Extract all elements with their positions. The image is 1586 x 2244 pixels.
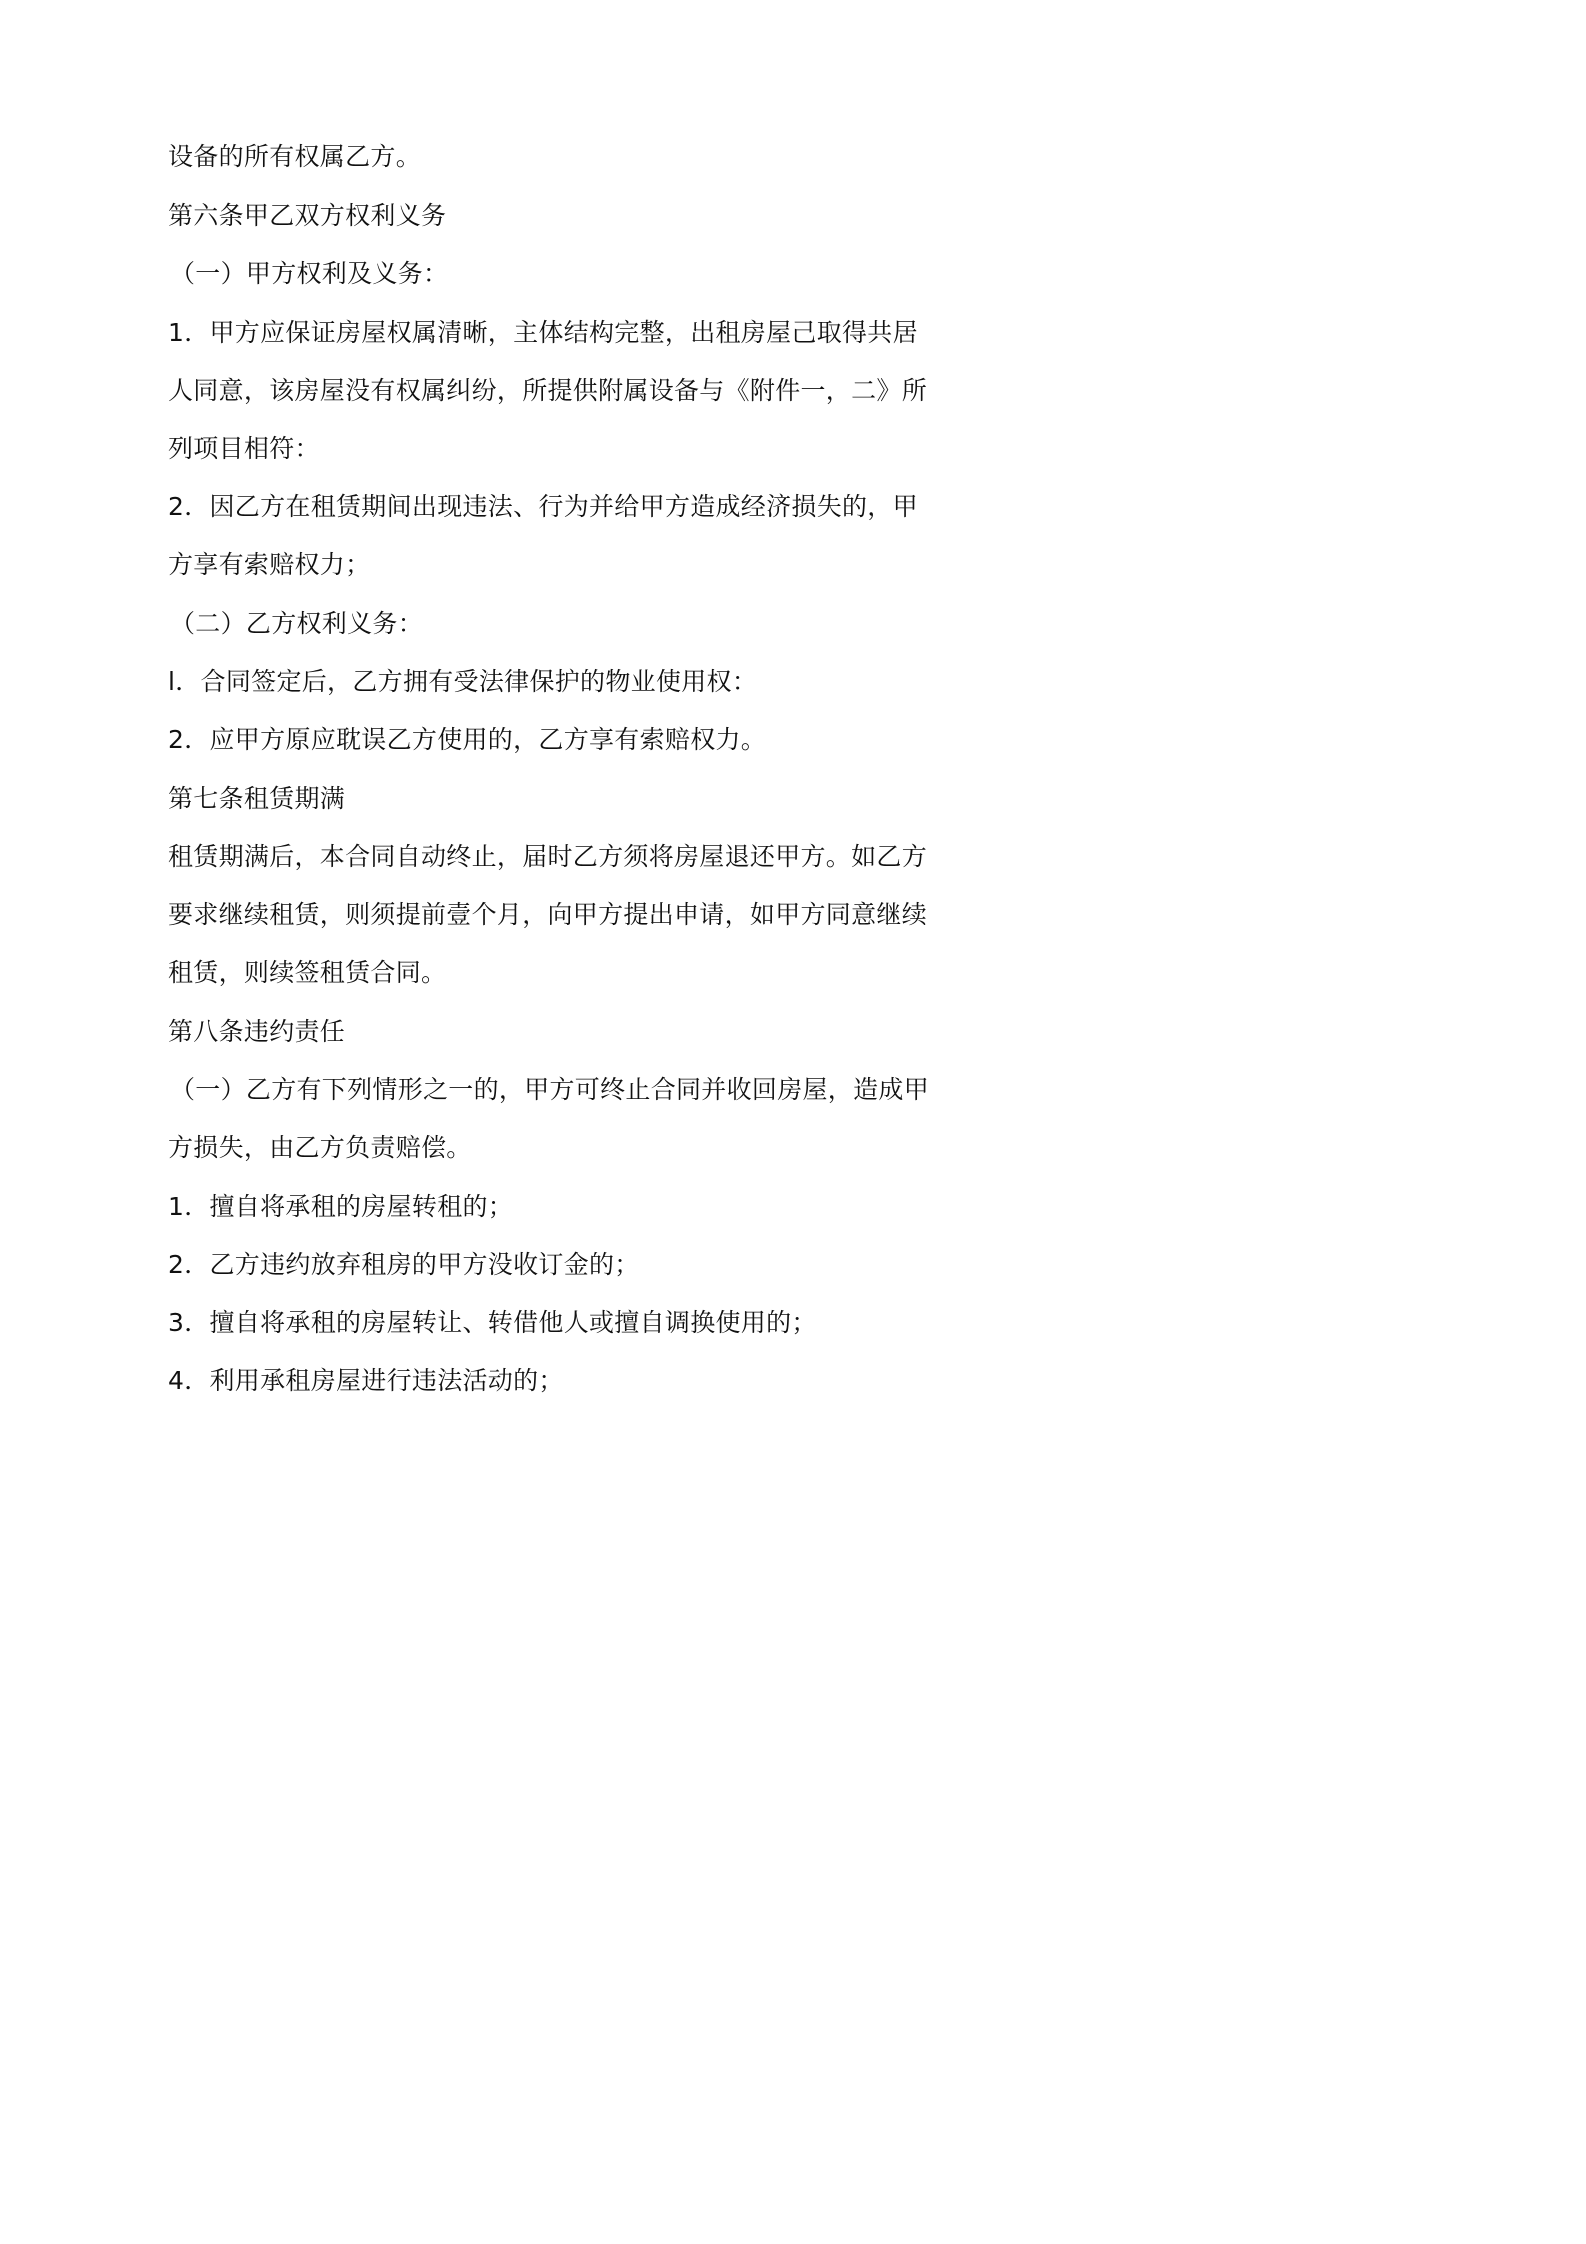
- party-a-item-2-line-2: 方享有索赔权力；: [168, 550, 371, 579]
- article-8-item-1: 1．擅自将承租的房屋转租的；: [168, 1192, 514, 1221]
- article-8-item-4: 4．利用承租房屋进行违法活动的；: [168, 1366, 564, 1395]
- article-8-heading: 第八条违约责任: [168, 1017, 346, 1046]
- party-b-item-1: l．合同签定后，乙方拥有受法律保护的物业使用权：: [168, 667, 758, 696]
- article-8-clause-1-line-1: （一）乙方有下列情形之一的，甲方可终止合同并收回房屋，造成甲: [170, 1075, 930, 1104]
- party-a-item-2-line-1: 2．因乙方在租赁期间出现违法、行为并给甲方造成经济损失的，甲: [168, 492, 918, 521]
- article-7-text-line-2: 要求继续租赁，则须提前壹个月，向甲方提出申请，如甲方同意继续: [168, 900, 928, 929]
- party-a-item-1-line-2: 人同意，该房屋没有权属纠纷，所提供附属设备与《附件一，二》所: [168, 376, 928, 405]
- article-8-item-3: 3．擅自将承租的房屋转让、转借他人或擅自调换使用的；: [168, 1308, 817, 1337]
- party-b-item-2: 2．应甲方原应耽误乙方使用的，乙方享有索赔权力。: [168, 725, 767, 754]
- section-party-a-heading: （一）甲方权利及义务：: [170, 259, 449, 288]
- article-8-clause-1-line-2: 方损失，由乙方负责赔偿。: [168, 1133, 472, 1162]
- article-7-text-line-1: 租赁期满后，本合同自动终止，届时乙方须将房屋退还甲方。如乙方: [168, 842, 928, 871]
- section-party-b-heading: （二）乙方权利义务：: [170, 609, 424, 638]
- text-line-ownership: 设备的所有权属乙方。: [168, 142, 422, 171]
- article-6-heading: 第六条甲乙双方权利义务: [168, 201, 447, 230]
- document-page: [0, 0, 1103, 1560]
- article-7-heading: 第七条租赁期满: [168, 784, 346, 813]
- party-a-item-1-line-1: 1．甲方应保证房屋权属清晰，主体结构完整，出租房屋己取得共居: [168, 318, 918, 347]
- article-7-text-line-3: 租赁，则续签租赁合同。: [168, 958, 447, 987]
- article-8-item-2: 2．乙方违约放弃租房的甲方没收订金的；: [168, 1250, 640, 1279]
- party-a-item-1-line-3: 列项目相符：: [168, 434, 320, 463]
